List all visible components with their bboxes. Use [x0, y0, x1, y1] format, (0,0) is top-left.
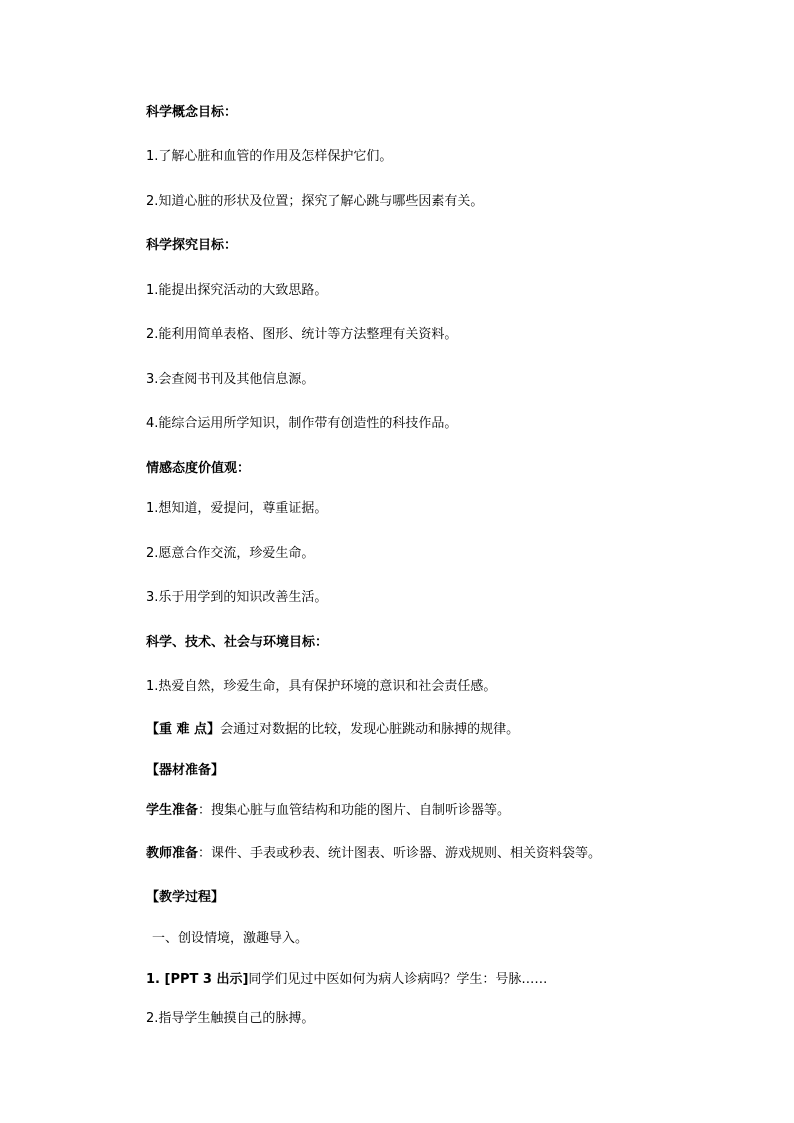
key-difficult-points: 【重 难 点】会通过对数据的比较，发现心脏跳动和脉搏的规律。: [146, 722, 520, 737]
list-item: 1.了解心脏和血管的作用及怎样保护它们。: [146, 149, 393, 164]
student-preparation: 学生准备：搜集心脏与血管结构和功能的图片、自制听诊器等。: [146, 803, 511, 818]
list-item: 1.能提出探究活动的大致思路。: [146, 283, 328, 298]
step-2: 2.指导学生触摸自己的脉搏。: [146, 1011, 315, 1026]
heading-attitude-values: 情感态度价值观：: [146, 461, 251, 476]
teacher-preparation: 教师准备：课件、手表或秒表、统计图表、听诊器、游戏规则、相关资料袋等。: [146, 846, 602, 861]
list-item: 4.能综合运用所学知识，制作带有创造性的科技作品。: [146, 416, 458, 431]
heading-science-inquiry: 科学探究目标：: [146, 238, 238, 253]
list-item: 3.乐于用学到的知识改善生活。: [146, 590, 328, 605]
heading-science-concept: 科学概念目标：: [146, 105, 238, 120]
list-item: 2.愿意合作交流，珍爱生命。: [146, 546, 315, 561]
list-item: 1.热爱自然，珍爱生命，具有保护环境的意识和社会责任感。: [146, 679, 497, 694]
list-item: 2.知道心脏的形状及位置；探究了解心跳与哪些因素有关。: [146, 194, 484, 209]
heading-teaching-process: 【教学过程】: [146, 890, 225, 905]
list-item: 2.能利用简单表格、图形、统计等方法整理有关资料。: [146, 327, 458, 342]
list-item: 3.会查阅书刊及其他信息源。: [146, 372, 315, 387]
section-heading: 一、创设情境，激趣导入。: [152, 931, 309, 946]
heading-sts-goals: 科学、技术、社会与环境目标：: [146, 635, 329, 650]
step-1: 1. [PPT 3 出示]同学们见过中医如何为病人诊病吗？学生：号脉……: [146, 972, 548, 987]
list-item: 1.想知道，爱提问，尊重证据。: [146, 501, 328, 516]
heading-materials: 【器材准备】: [146, 763, 225, 778]
